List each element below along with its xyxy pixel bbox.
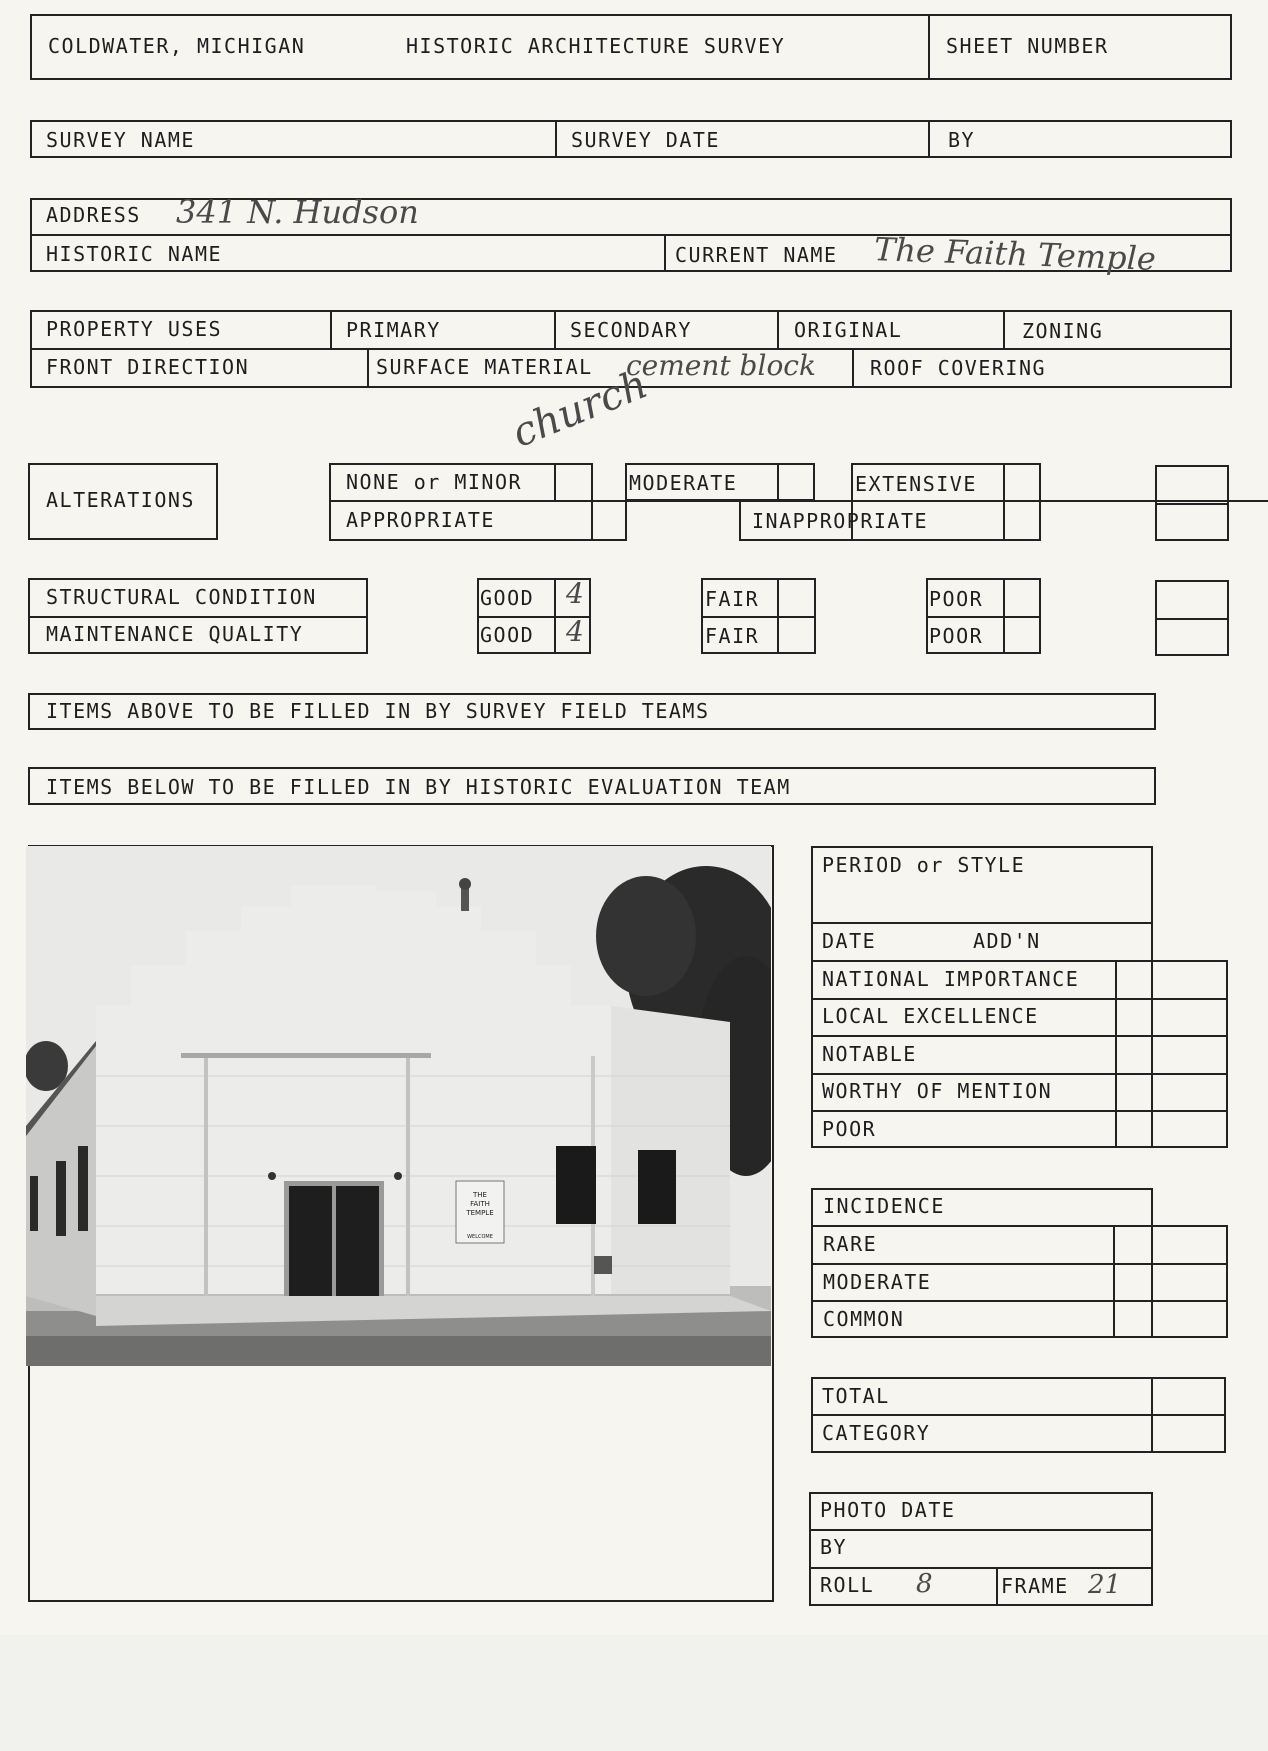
current-name-label: CURRENT NAME bbox=[675, 243, 838, 267]
divider bbox=[926, 616, 1041, 618]
roof-covering-label: ROOF COVERING bbox=[870, 356, 1047, 380]
divider bbox=[809, 1529, 1153, 1531]
notable-label: NOTABLE bbox=[822, 1042, 917, 1066]
divider bbox=[664, 234, 666, 272]
divider bbox=[777, 310, 779, 348]
structural-fair-label: FAIR bbox=[705, 587, 760, 611]
divider bbox=[28, 616, 368, 618]
maintenance-quality-label: MAINTENANCE QUALITY bbox=[46, 622, 304, 646]
divider bbox=[1226, 960, 1228, 1148]
divider bbox=[554, 578, 556, 654]
inappropriate-label: INAPPROPRIATE bbox=[752, 509, 929, 533]
divider bbox=[1226, 1225, 1228, 1338]
current-name-value: The Faith Temple bbox=[873, 230, 1157, 278]
sign-line2: FAITH bbox=[470, 1200, 490, 1208]
surface-material-label: SURFACE MATERIAL bbox=[376, 355, 593, 379]
sign-line1: THE bbox=[473, 1191, 487, 1199]
divider bbox=[811, 1263, 1226, 1265]
maintenance-poor-label: POOR bbox=[929, 624, 984, 648]
addn-label: ADD'N bbox=[973, 929, 1041, 953]
national-importance-label: NATIONAL IMPORTANCE bbox=[822, 967, 1080, 991]
frame-label: FRAME bbox=[1001, 1574, 1069, 1598]
roll-value: 8 bbox=[916, 1569, 933, 1599]
alterations-label: ALTERATIONS bbox=[46, 488, 195, 512]
divider bbox=[777, 463, 779, 500]
historic-name-label: HISTORIC NAME bbox=[46, 242, 223, 266]
maintenance-good-label: GOOD bbox=[480, 623, 535, 647]
none-or-minor-label: NONE or MINOR bbox=[346, 470, 523, 494]
sheet-number-label: SHEET NUMBER bbox=[946, 34, 1109, 58]
divider bbox=[811, 1300, 1226, 1302]
divider bbox=[1155, 503, 1229, 505]
scan-margin bbox=[0, 1635, 1268, 1751]
common-label: COMMON bbox=[823, 1307, 905, 1331]
divider bbox=[554, 310, 556, 348]
divider bbox=[1113, 1225, 1115, 1338]
extensive-label: EXTENSIVE bbox=[855, 472, 977, 496]
structural-good-mark: 4 bbox=[566, 577, 584, 610]
divider bbox=[811, 960, 1226, 962]
secondary-label: SECONDARY bbox=[570, 318, 692, 342]
divider bbox=[1115, 960, 1117, 1148]
period-style-label: PERIOD or STYLE bbox=[822, 853, 1026, 877]
roll-label: ROLL bbox=[820, 1573, 875, 1597]
divider bbox=[811, 1336, 1226, 1338]
property-uses-label: PROPERTY USES bbox=[46, 317, 223, 341]
divider bbox=[1155, 618, 1229, 620]
eval-poor-label: POOR bbox=[822, 1117, 877, 1141]
photo-date-label: PHOTO DATE bbox=[820, 1498, 956, 1522]
divider bbox=[1151, 1377, 1153, 1453]
maintenance-good-mark: 4 bbox=[566, 615, 584, 648]
survey-by-label: BY bbox=[948, 128, 976, 152]
total-label: TOTAL bbox=[822, 1384, 890, 1408]
divider bbox=[811, 1035, 1226, 1037]
divider bbox=[811, 922, 1153, 924]
divider bbox=[777, 578, 779, 654]
divider bbox=[555, 120, 557, 158]
divider bbox=[701, 616, 816, 618]
structural-good-label: GOOD bbox=[480, 586, 535, 610]
divider bbox=[811, 998, 1226, 1000]
original-label: ORIGINAL bbox=[794, 318, 903, 342]
divider bbox=[1003, 310, 1005, 348]
incidence-label: INCIDENCE bbox=[823, 1194, 945, 1218]
divider bbox=[367, 348, 369, 388]
category-label: CATEGORY bbox=[822, 1421, 931, 1445]
appropriate-label: APPROPRIATE bbox=[346, 508, 495, 532]
photo-by-label: BY bbox=[820, 1535, 848, 1559]
structural-poor-label: POOR bbox=[929, 587, 984, 611]
evaluation-team-note: ITEMS BELOW TO BE FILLED IN BY HISTORIC EVALUATION TEAM bbox=[46, 775, 791, 799]
eval-date-label: DATE bbox=[822, 929, 877, 953]
structural-condition-label: STRUCTURAL CONDITION bbox=[46, 585, 317, 609]
survey-date-label: SURVEY DATE bbox=[571, 128, 720, 152]
rare-label: RARE bbox=[823, 1232, 878, 1256]
surface-material-value: cement block bbox=[626, 349, 816, 382]
address-value: 341 N. Hudson bbox=[176, 193, 419, 231]
building-photo bbox=[26, 846, 771, 1366]
maintenance-fair-label: FAIR bbox=[705, 624, 760, 648]
sign-line4: WELCOME bbox=[467, 1234, 493, 1240]
divider bbox=[811, 1146, 1226, 1148]
divider bbox=[928, 120, 930, 158]
primary-use-value: church bbox=[505, 361, 655, 457]
worthy-of-mention-label: WORTHY OF MENTION bbox=[822, 1079, 1053, 1103]
checkbox-appropriate[interactable] bbox=[591, 500, 627, 541]
divider bbox=[996, 1567, 998, 1606]
survey-name-label: SURVEY NAME bbox=[46, 128, 195, 152]
field-team-note: ITEMS ABOVE TO BE FILLED IN BY SURVEY FIELD TEAMS bbox=[46, 699, 710, 723]
address-label: ADDRESS bbox=[46, 203, 141, 227]
divider bbox=[330, 310, 332, 348]
divider bbox=[928, 14, 930, 80]
city-label: COLDWATER, MICHIGAN bbox=[48, 34, 306, 58]
divider bbox=[1003, 578, 1005, 654]
divider bbox=[811, 1414, 1226, 1416]
divider bbox=[811, 1225, 1226, 1227]
incidence-moderate-label: MODERATE bbox=[823, 1270, 932, 1294]
zoning-label: ZONING bbox=[1022, 319, 1104, 343]
form-title: HISTORIC ARCHITECTURE SURVEY bbox=[406, 34, 786, 58]
divider bbox=[554, 463, 556, 500]
divider bbox=[809, 1567, 1153, 1569]
divider bbox=[811, 1073, 1226, 1075]
front-direction-label: FRONT DIRECTION bbox=[46, 355, 250, 379]
primary-label: PRIMARY bbox=[346, 318, 441, 342]
moderate-label: MODERATE bbox=[629, 471, 738, 495]
divider bbox=[811, 1110, 1226, 1112]
local-excellence-label: LOCAL EXCELLENCE bbox=[822, 1004, 1039, 1028]
sign-line3: TEMPLE bbox=[466, 1209, 494, 1217]
divider bbox=[852, 348, 854, 388]
frame-value: 21 bbox=[1088, 1570, 1122, 1600]
